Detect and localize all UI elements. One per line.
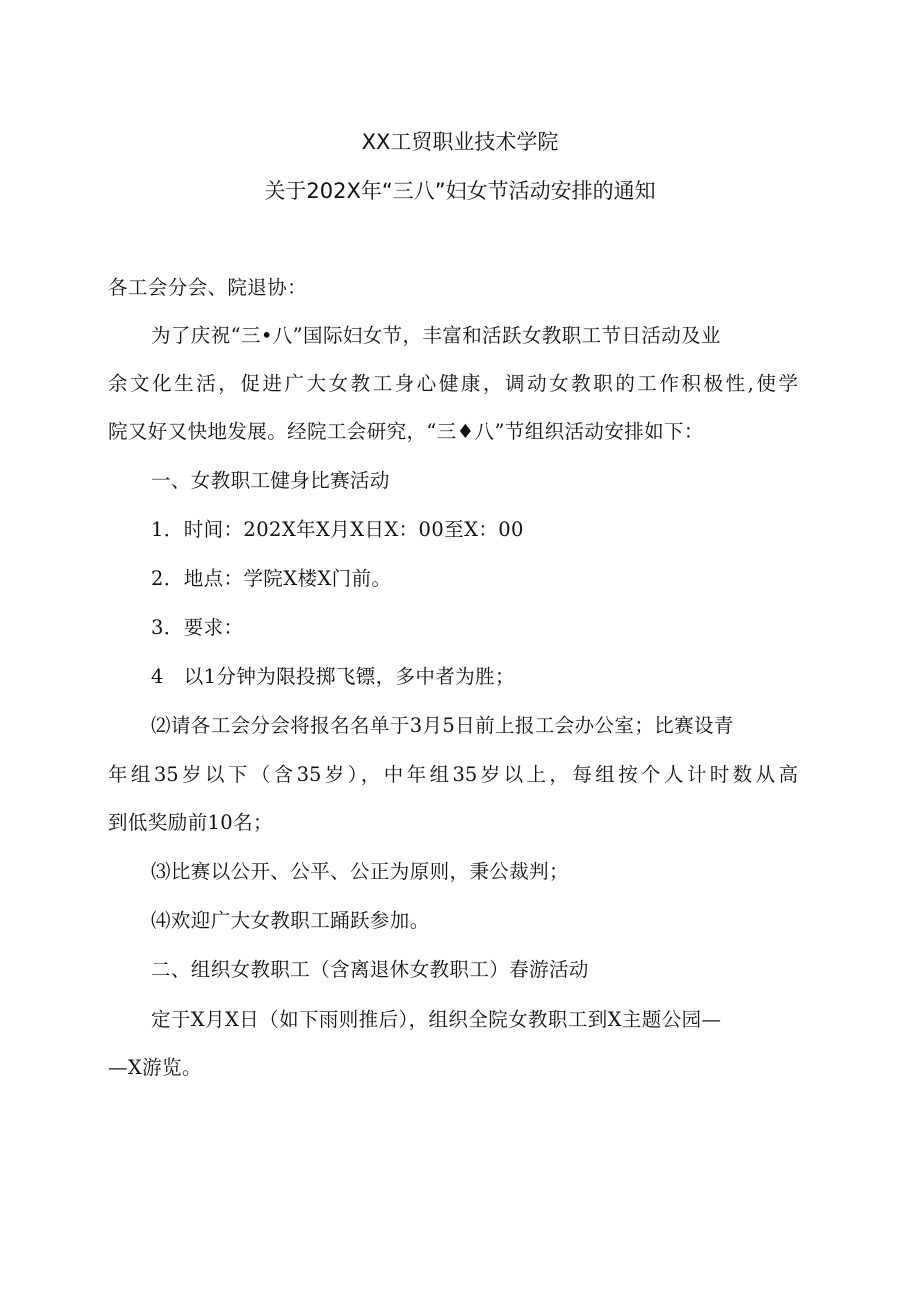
section2-heading: 二、组织女教职工（含离退休女教职工）春游活动	[151, 958, 589, 981]
section2-body-line-2: —X游览。	[108, 1056, 202, 1079]
salutation: 各工会分会、院退协：	[108, 276, 308, 299]
document-title: XX工贸职业技术学院	[361, 130, 559, 154]
section1-requirements-label: 3．要求：	[151, 616, 244, 639]
section1-heading: 一、女教职工健身比赛活动	[151, 469, 390, 492]
intro-line-2: 余文化生活，促进广大女教工身心健康，调动女教职的工作积极性,使学	[108, 372, 798, 395]
section1-req4: ⑷欢迎广大女教职工踊跃参加。	[151, 909, 430, 932]
section1-req2-line-1: ⑵请各工会分会将报名名单于3月5日前上报工会办公室；比赛设青	[151, 714, 734, 737]
intro-line-3: 院又好又快地发展。经院工会研究，“三♦八”节组织活动安排如下：	[108, 420, 704, 443]
section1-req2-line-2: 年组35岁以下（含35岁），中年组35岁以上，每组按个人计时数从高	[108, 763, 798, 786]
section1-time: 1．时间：202X年X月X日X：00至X：00	[151, 518, 524, 541]
section1-req1: 4 以1分钟为限投掷飞镖，多中者为胜；	[151, 665, 515, 688]
document-subtitle: 关于202X年“三八”妇女节活动安排的通知	[264, 179, 656, 203]
section1-place: 2．地点：学院X楼X门前。	[151, 567, 392, 590]
intro-line-1: 为了庆祝“三•八”国际妇女节，丰富和活跃女教职工节日活动及业	[151, 324, 721, 347]
section1-req2-line-3: 到低奖励前10名；	[108, 811, 273, 834]
section1-req3: ⑶比赛以公开、公平、公正为原则，秉公裁判；	[151, 860, 569, 883]
section2-body-line-1: 定于X月X日（如下雨则推后），组织全院女教职工到X主题公园—	[151, 1008, 722, 1031]
